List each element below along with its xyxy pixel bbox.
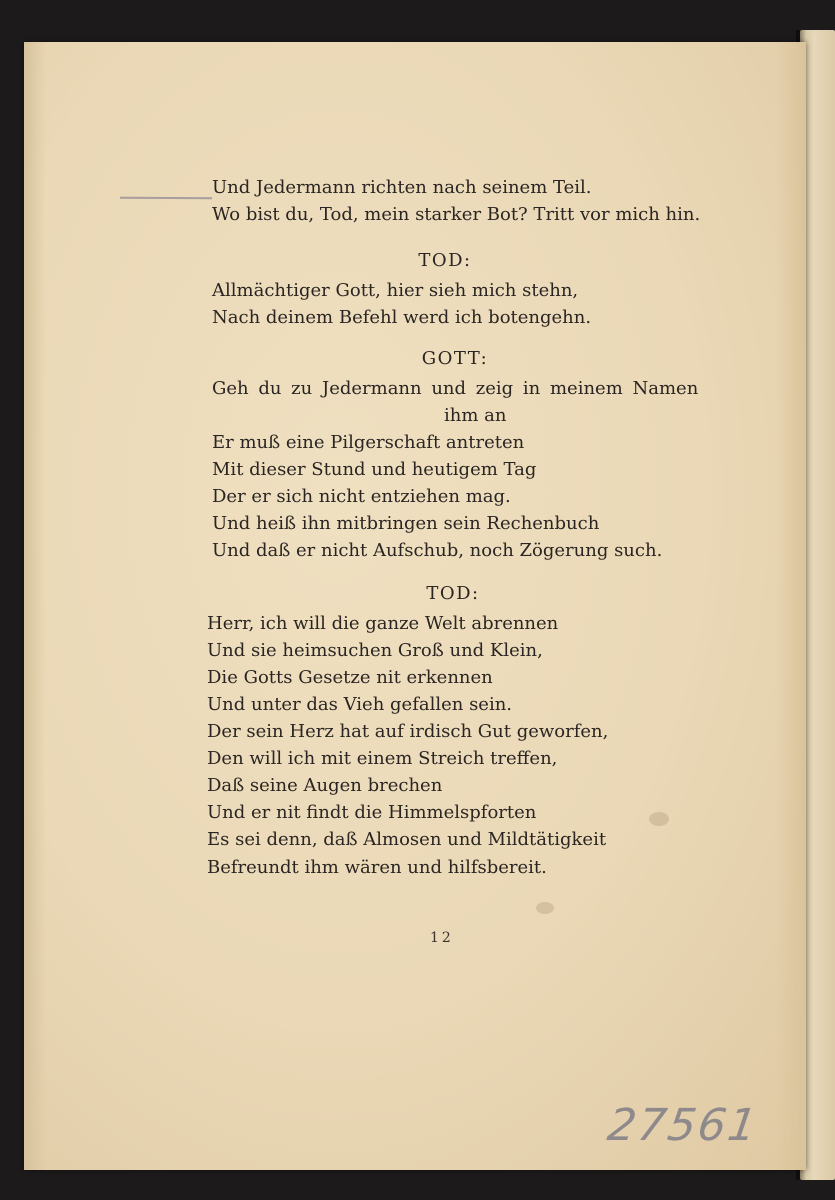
verse-line: Befreundt ihm wären und hilfsbereit. <box>207 857 547 878</box>
verse-line: Mit dieser Stund und heutigem Tag <box>212 459 537 480</box>
speaker-name: GOTT: <box>421 348 489 369</box>
verse-line: Der er sich nicht entziehen mag. <box>212 486 511 507</box>
verse-line: Geh du zu Jedermann und zeig in meinem Namen <box>212 378 699 399</box>
verse-line: Den will ich mit einem Streich treffen, <box>207 748 558 769</box>
verse-line-continuation: ihm an <box>444 405 507 426</box>
handwritten-shelfmark: 27561 <box>604 1100 762 1151</box>
verse-line: Allmächtiger Gott, hier sieh mich stehn, <box>212 280 579 301</box>
verse-line: Die Gotts Gesetze nit erkennen <box>207 667 493 688</box>
speaker-name: TOD: <box>418 250 472 271</box>
verse-line: Und unter das Vieh gefallen sein. <box>207 694 513 715</box>
verse-line: Wo bist du, Tod, mein starker Bot? Tritt vor mich hin. <box>212 204 701 225</box>
paper-stain <box>536 902 554 914</box>
verse-line: Daß seine Augen brechen <box>207 775 443 796</box>
verse-line: Der sein Herz hat auf irdisch Gut geworfen, <box>207 721 609 742</box>
verse-line: Und Jedermann richten nach seinem Teil. <box>212 177 592 198</box>
verse-line: Und heiß ihn mitbringen sein Rechenbuch <box>212 513 600 534</box>
verse-line: Nach deinem Befehl werd ich botengehn. <box>212 307 592 328</box>
verse-line: Er muß eine Pilgerschaft antreten <box>212 432 525 453</box>
speaker-name: TOD: <box>426 583 480 604</box>
page-number: 12 <box>430 930 454 946</box>
verse-line: Und er nit findt die Himmelspforten <box>207 802 537 823</box>
verse-line: Und sie heimsuchen Groß und Klein, <box>207 640 543 661</box>
paper-stain <box>649 812 669 826</box>
verse-line: Es sei denn, daß Almosen und Mildtätigkeit <box>207 829 607 850</box>
verse-line: Und daß er nicht Aufschub, noch Zögerung such. <box>212 540 663 561</box>
verse-line: Herr, ich will die ganze Welt abrennen <box>207 613 559 634</box>
